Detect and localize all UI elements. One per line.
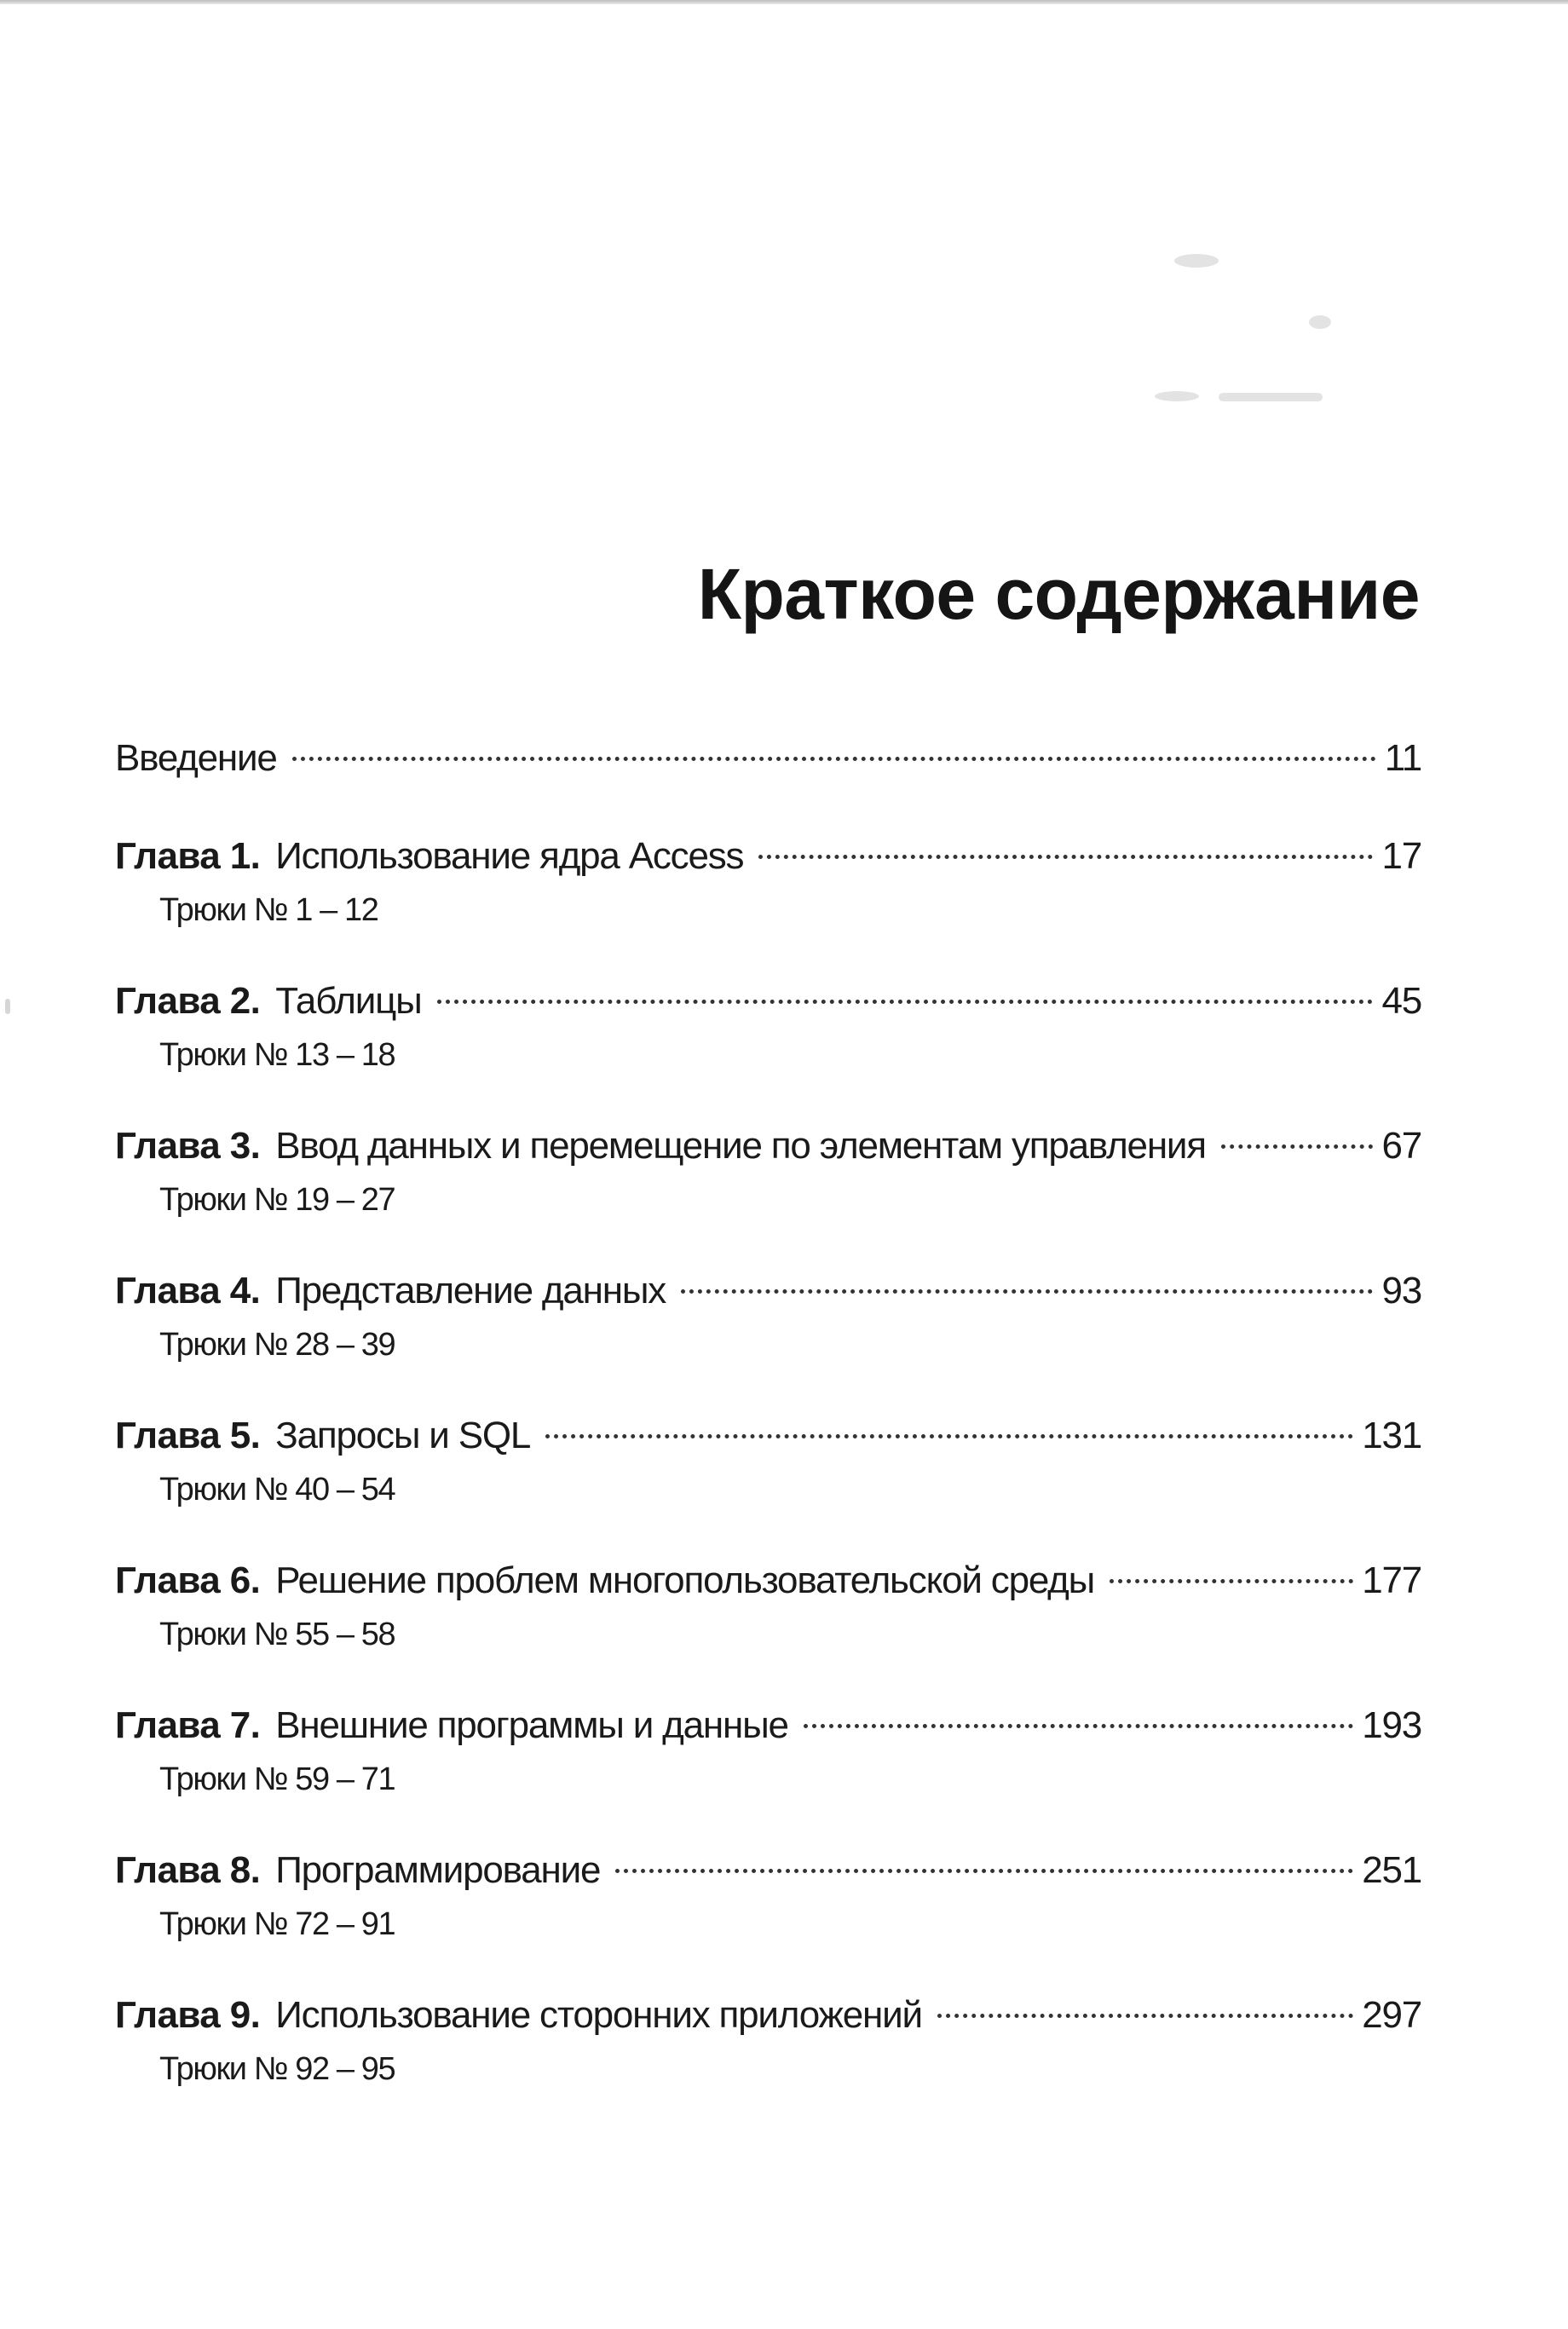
table-of-contents <box>115 733 1421 2135</box>
scan-smudge <box>1219 393 1323 401</box>
toc-chapter-7[interactable] <box>115 1700 1421 1801</box>
top-edge-rule <box>0 0 1568 4</box>
chapter-page-number: 45 <box>1381 980 1421 1022</box>
scan-margin-mark <box>5 999 10 1014</box>
toc-chapter-3[interactable] <box>115 1121 1421 1221</box>
chapter-page-number: 251 <box>1362 1849 1421 1891</box>
chapter-tricks-range: Трюки № 40 – 54 <box>159 1472 395 1508</box>
chapter-title: Использование сторонних приложений <box>275 1994 922 2036</box>
dot-leader <box>758 855 1373 859</box>
chapter-page-number: 17 <box>1381 835 1421 877</box>
dot-leader <box>804 1724 1353 1728</box>
chapter-label: Глава 6. <box>115 1559 261 1601</box>
chapter-page-number: 297 <box>1362 1994 1421 2036</box>
chapter-tricks-range: Трюки № 55 – 58 <box>159 1617 395 1652</box>
toc-row <box>115 1845 1421 1896</box>
chapter-tricks-range: Трюки № 19 – 27 <box>159 1182 395 1218</box>
scan-smudge <box>1174 254 1219 268</box>
toc-row <box>115 1990 1421 2041</box>
dot-leader <box>1221 1144 1374 1149</box>
chapter-tricks-range: Трюки № 72 – 91 <box>159 1906 395 1942</box>
chapter-tricks-range: Трюки № 13 – 18 <box>159 1037 395 1073</box>
scan-smudge <box>1309 315 1331 329</box>
toc-introduction[interactable] <box>115 733 1421 784</box>
toc-row <box>115 831 1421 882</box>
chapter-label: Глава 4. <box>115 1270 261 1312</box>
chapter-page-number: 93 <box>1381 1270 1421 1312</box>
chapter-page-number: 193 <box>1362 1704 1421 1746</box>
chapter-tricks-range: Трюки № 1 – 12 <box>159 892 378 928</box>
toc-chapter-6[interactable] <box>115 1555 1421 1656</box>
chapter-title: Решение проблем многопользовательской среды <box>275 1559 1095 1601</box>
toc-row <box>115 1121 1421 1172</box>
dot-leader <box>1110 1579 1353 1583</box>
chapter-label: Глава 8. <box>115 1849 261 1891</box>
chapter-tricks-range: Трюки № 92 – 95 <box>159 2051 395 2087</box>
chapter-page-number: 67 <box>1381 1125 1421 1167</box>
chapter-label: Глава 3. <box>115 1125 261 1167</box>
toc-chapter-2[interactable] <box>115 976 1421 1076</box>
chapter-label: Глава 5. <box>115 1415 261 1456</box>
dot-leader <box>937 2014 1353 2018</box>
chapter-label: Глава 1. <box>115 835 261 877</box>
page-title: Краткое содержание <box>697 554 1420 634</box>
toc-chapter-5[interactable] <box>115 1410 1421 1511</box>
introduction-title: Введение <box>115 737 277 779</box>
dot-leader <box>681 1289 1373 1294</box>
chapter-label: Глава 9. <box>115 1994 261 2036</box>
scan-smudge <box>1155 391 1199 401</box>
chapter-title: Таблицы <box>275 980 422 1022</box>
toc-row <box>115 1700 1421 1751</box>
chapter-page-number: 131 <box>1362 1415 1421 1456</box>
chapter-title: Использование ядра Access <box>275 835 744 877</box>
chapter-title: Внешние программы и данные <box>275 1704 788 1746</box>
chapter-title: Запросы и SQL <box>275 1415 531 1456</box>
dot-leader <box>615 1869 1353 1873</box>
dot-leader <box>545 1434 1353 1438</box>
chapter-tricks-range: Трюки № 28 – 39 <box>159 1327 395 1363</box>
toc-row <box>115 976 1421 1027</box>
toc-row <box>115 1410 1421 1461</box>
chapter-title: Представление данных <box>275 1270 666 1312</box>
dot-leader <box>437 1000 1374 1004</box>
toc-chapter-8[interactable] <box>115 1845 1421 1946</box>
toc-chapter-1[interactable] <box>115 831 1421 931</box>
chapter-title: Программирование <box>275 1849 601 1891</box>
chapter-page-number: 177 <box>1362 1559 1421 1601</box>
toc-row <box>115 1265 1421 1317</box>
chapter-label: Глава 2. <box>115 980 261 1022</box>
toc-chapter-9[interactable] <box>115 1990 1421 2090</box>
chapter-label: Глава 7. <box>115 1704 261 1746</box>
introduction-page-number: 11 <box>1384 737 1421 779</box>
chapter-title: Ввод данных и перемещение по элементам управления <box>275 1125 1206 1167</box>
dot-leader <box>292 757 1376 761</box>
toc-chapter-4[interactable] <box>115 1265 1421 1366</box>
toc-row <box>115 733 1421 784</box>
toc-row <box>115 1555 1421 1606</box>
chapter-tricks-range: Трюки № 59 – 71 <box>159 1761 395 1797</box>
